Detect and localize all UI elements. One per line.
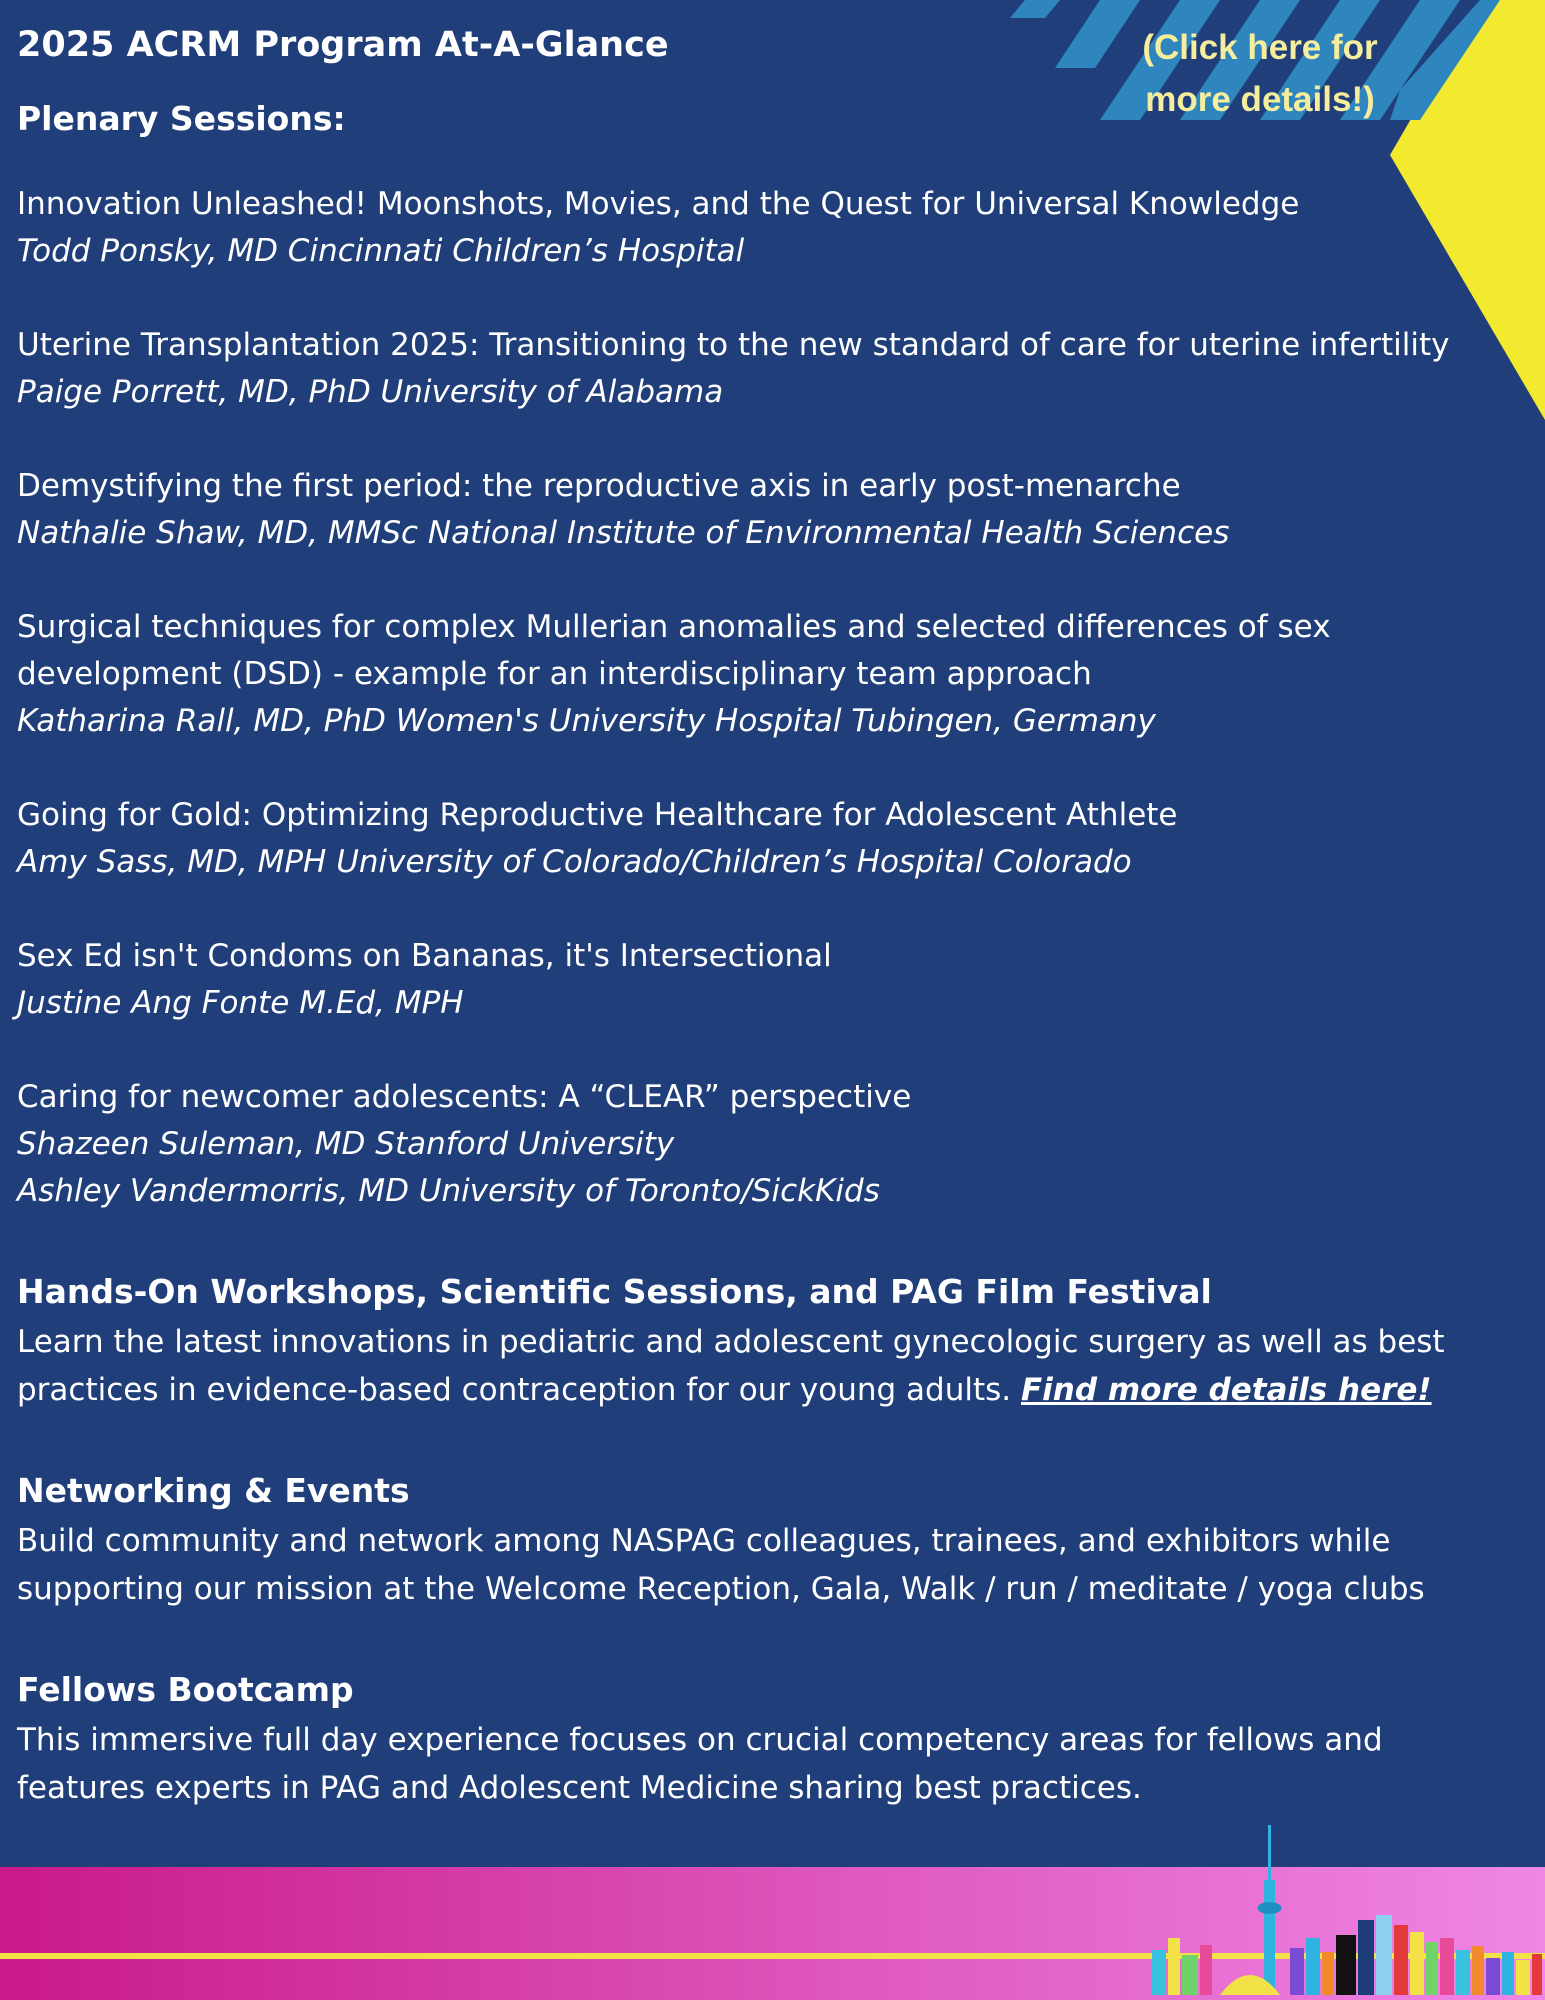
talk-speaker: Katharina Rall, MD, PhD Women's University Hospital Tubingen, Germany — [17, 703, 1156, 739]
program-content — [17, 20, 1517, 1812]
talk-title: Going for Gold: Optimizing Reproductive Healthcare for Adolescent Athlete — [17, 797, 1178, 833]
talk-title: Surgical techniques for complex Mullerian anomalies and selected differences of sex development (DSD) - example for an interdisciplinary team approach — [17, 609, 1331, 692]
talk-speaker: Todd Ponsky, MD Cincinnati Children’s Hospital — [17, 233, 745, 269]
talk-item — [17, 604, 1517, 745]
page-title: 2025 ACRM Program At-A-Glance — [17, 25, 669, 65]
talk-speaker: Ashley Vandermorris, MD University of Toronto/SickKids — [17, 1173, 880, 1209]
cta-line-2[interactable]: more details!) — [1145, 80, 1375, 119]
bootcamp-text: This immersive full day experience focuses on crucial competency areas for fellows and features experts in PAG and Adolescent Medicine sharing best practices. — [17, 1722, 1383, 1806]
talk-item — [17, 322, 1517, 416]
workshops-text — [17, 1318, 1497, 1414]
bootcamp-section — [17, 1666, 1517, 1812]
city-skyline-icon — [1140, 1820, 1545, 2000]
talk-speaker: Shazeen Suleman, MD Stanford University — [17, 1126, 675, 1162]
talk-item — [17, 1074, 1517, 1215]
cta-line-1[interactable]: (Click here for — [1142, 28, 1378, 67]
talk-title: Demystifying the first period: the reproductive axis in early post-menarche — [17, 468, 1181, 504]
talk-item — [17, 933, 1517, 1027]
workshops-description: Learn the latest innovations in pediatric and adolescent gynecologic surgery as well as best practices in evidence-based contraception for our young adults. — [17, 1324, 1445, 1408]
talk-speaker: Paige Porrett, MD, PhD University of Alabama — [17, 374, 724, 410]
talk-item — [17, 792, 1517, 886]
talk-speaker: Nathalie Shaw, MD, MMSc National Institute of Environmental Health Sciences — [17, 515, 1230, 551]
talk-speaker: Justine Ang Fonte M.Ed, MPH — [17, 985, 464, 1021]
talk-title: Uterine Transplantation 2025: Transitioning to the new standard of care for uterine infertility — [17, 327, 1450, 363]
find-more-details-link[interactable]: Find more details here! — [1021, 1372, 1432, 1408]
plenary-heading: Plenary Sessions: — [17, 99, 346, 138]
talk-title: Innovation Unleashed! Moonshots, Movies, and the Quest for Universal Knowledge — [17, 186, 1300, 222]
talk-title: Sex Ed isn't Condoms on Bananas, it's Intersectional — [17, 938, 832, 974]
networking-text: Build community and network among NASPAG colleagues, trainees, and exhibitors while supporting our mission at the Welcome Reception, Gala, Walk / run / meditate / yoga clubs — [17, 1523, 1425, 1607]
bootcamp-heading: Fellows Bootcamp — [17, 1670, 354, 1709]
workshops-section — [17, 1268, 1517, 1414]
talk-item — [17, 463, 1517, 557]
workshops-heading: Hands-On Workshops, Scientific Sessions, and PAG Film Festival — [17, 1272, 1212, 1311]
networking-heading: Networking & Events — [17, 1471, 410, 1510]
talk-item — [17, 181, 1517, 275]
talk-title: Caring for newcomer adolescents: A “CLEAR” perspective — [17, 1079, 912, 1115]
talk-speaker: Amy Sass, MD, MPH University of Colorado/Children’s Hospital Colorado — [17, 844, 1132, 880]
networking-section — [17, 1467, 1517, 1613]
